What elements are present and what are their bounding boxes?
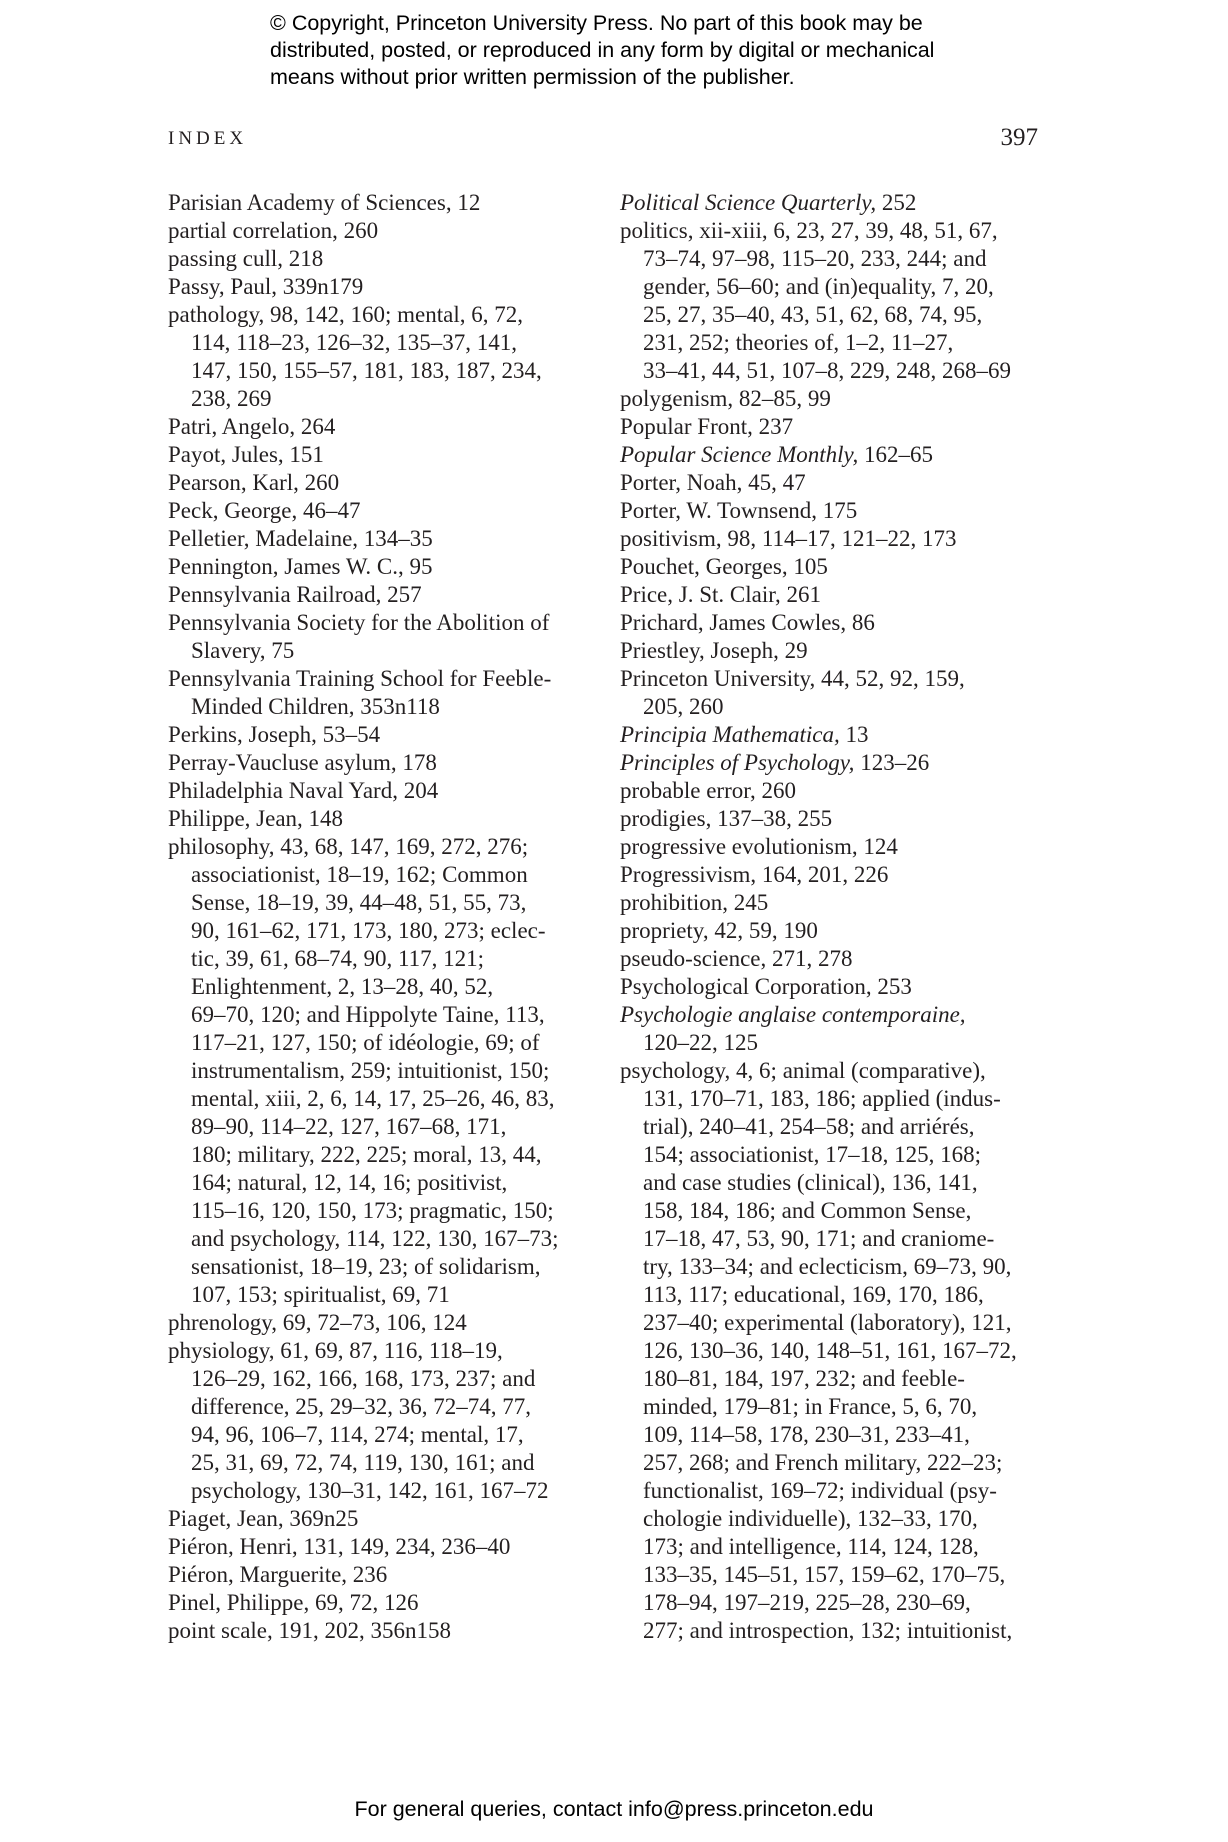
index-entry-locators: prohibition, 245 bbox=[620, 890, 769, 915]
index-entry-locators: Popular Front, 237 bbox=[620, 414, 794, 439]
index-entry: passing cull, 218 bbox=[168, 246, 324, 271]
index-entry: Piaget, Jean, 369n25 bbox=[168, 1506, 359, 1531]
index-entry: Pennsylvania Society for the Abolition of Slavery, 75 bbox=[168, 610, 550, 663]
index-entry-locators: prodigies, 137–38, 255 bbox=[620, 806, 833, 831]
index-entry: Pennsylvania Railroad, 257 bbox=[168, 582, 422, 607]
page-number: 397 bbox=[1000, 124, 1038, 151]
index-entry: philosophy, 43, 68, 147, 169, 272, 276; associationist, 18–19, 162; Common Sense, 18–19, 39, 44–48, 51, 55, 73, 90, 161–62, 171, 173, 180, 273; eclec- tic, 39, 61, 68–74, 90, 117, 121; Enlightenment, 2, 13–28, 40, 52, 69–70, 120; and Hippolyte Taine, 113, 117–21, 127, 150; of idéologie, 69; of instrumentalism, 259; intuitionist, 150; mental, xiii, 2, 6, 14, 17, 25–26, 46, 83, 89–90, 114–22, 127, 167–68, 171, 180; military, 222, 225; moral, 13, 44, 164; natural, 12, 14, 16; positivist, 115–16, 120, 150, 173; pragmatic, 150; and psychology, 114, 122, 130, 167–73; sensationist, 18–19, 23; of solidarism, 107, 153; spiritualist, 69, 71 bbox=[168, 834, 559, 1307]
index-entry bbox=[620, 777, 1050, 805]
copyright-line-1: © Copyright, Princeton University Press. No part of this book may be bbox=[270, 11, 923, 35]
index-entry-title: Principles of Psychology, bbox=[620, 750, 855, 775]
index-entry bbox=[620, 217, 1050, 385]
index-entry-title: Psychologie anglaise contemporaine, bbox=[620, 1002, 966, 1027]
index-entry bbox=[620, 581, 1050, 609]
index-entry: Pelletier, Madelaine, 134–35 bbox=[168, 526, 433, 551]
index-entry: partial correlation, 260 bbox=[168, 218, 379, 243]
index-entry bbox=[620, 1057, 1050, 1645]
index-entry bbox=[620, 665, 1050, 721]
index-entry-locators: Porter, Noah, 45, 47 bbox=[620, 470, 806, 495]
index-entry bbox=[620, 413, 1050, 441]
index-entry-locators: Princeton University, 44, 52, 92, 159, 205, 260 bbox=[620, 666, 965, 719]
index-entry-locators: progressive evolutionism, 124 bbox=[620, 834, 898, 859]
index-entry-locators: Porter, W. Townsend, 175 bbox=[620, 498, 858, 523]
index-entry-locators: 162–65 bbox=[858, 442, 933, 467]
index-entry bbox=[620, 553, 1050, 581]
index-entry: Pearson, Karl, 260 bbox=[168, 470, 340, 495]
copyright-line-3: means without prior written permission of the publisher. bbox=[270, 65, 795, 89]
index-entry: Pennsylvania Training School for Feeble- Minded Children, 353n118 bbox=[168, 666, 552, 719]
index-entry-locators: 252 bbox=[876, 190, 917, 215]
index-entry: Parisian Academy of Sciences, 12 bbox=[168, 190, 481, 215]
index-entry: Piéron, Henri, 131, 149, 234, 236–40 bbox=[168, 1534, 511, 1559]
index-entry bbox=[620, 497, 1050, 525]
index-entry bbox=[620, 889, 1050, 917]
index-entry-locators: polygenism, 82–85, 99 bbox=[620, 386, 831, 411]
index-entry-locators: 120–22, 125 bbox=[643, 1030, 758, 1055]
index-entry-locators: propriety, 42, 59, 190 bbox=[620, 918, 818, 943]
index-entry bbox=[620, 861, 1050, 889]
index-entry: pathology, 98, 142, 160; mental, 6, 72, 114, 118–23, 126–32, 135–37, 141, 147, 150, 155–57, 181, 183, 187, 234, 238, 269 bbox=[168, 302, 542, 411]
index-entry bbox=[620, 917, 1050, 945]
index-entry bbox=[620, 749, 1050, 777]
index-entry: Piéron, Marguerite, 236 bbox=[168, 1562, 388, 1587]
index-entry: Passy, Paul, 339n179 bbox=[168, 274, 364, 299]
index-entry-locators: Progressivism, 164, 201, 226 bbox=[620, 862, 889, 887]
index-entry-locators: positivism, 98, 114–17, 121–22, 173 bbox=[620, 526, 957, 551]
index-entry: Patri, Angelo, 264 bbox=[168, 414, 336, 439]
index-entry: Philippe, Jean, 148 bbox=[168, 806, 344, 831]
index-entry: Philadelphia Naval Yard, 204 bbox=[168, 778, 439, 803]
index-column-left bbox=[168, 189, 608, 1645]
index-entry-locators: Price, J. St. Clair, 261 bbox=[620, 582, 821, 607]
index-entry-locators: 13 bbox=[839, 722, 869, 747]
index-entry-title: Political Science Quarterly, bbox=[620, 190, 877, 215]
index-entry-locators: probable error, 260 bbox=[620, 778, 796, 803]
index-entry: Pennington, James W. C., 95 bbox=[168, 554, 433, 579]
index-entry-locators: Pouchet, Georges, 105 bbox=[620, 554, 828, 579]
index-entry bbox=[620, 441, 1050, 469]
index-entry: Peck, George, 46–47 bbox=[168, 498, 361, 523]
index-entry bbox=[620, 189, 1050, 217]
footer-contact: For general queries, contact info@press.princeton.edu bbox=[354, 1797, 874, 1821]
index-entry-locators: pseudo-science, 271, 278 bbox=[620, 946, 853, 971]
index-entry bbox=[620, 833, 1050, 861]
index-entry: phrenology, 69, 72–73, 106, 124 bbox=[168, 1310, 467, 1335]
index-entry: point scale, 191, 202, 356n158 bbox=[168, 1618, 451, 1643]
index-entry: Payot, Jules, 151 bbox=[168, 442, 324, 467]
index-entry-locators: 123–26 bbox=[854, 750, 930, 775]
index-entry bbox=[620, 721, 1050, 749]
index-entry: Perray-Vaucluse asylum, 178 bbox=[168, 750, 437, 775]
copyright-notice bbox=[270, 10, 1030, 91]
index-entry-title: Popular Science Monthly, bbox=[620, 442, 859, 467]
index-entry bbox=[620, 385, 1050, 413]
index-entry bbox=[620, 469, 1050, 497]
index-entry bbox=[620, 805, 1050, 833]
running-head bbox=[168, 124, 1038, 154]
index-entry: Perkins, Joseph, 53–54 bbox=[168, 722, 381, 747]
index-entry-locators: politics, xii-xiii, 6, 23, 27, 39, 48, 51, 67, 73–74, 97–98, 115–20, 233, 244; and gender, 56–60; and (in)equality, 7, 20, 25, 27, 35–40, 43, 51, 62, 68, 74, 95, 231, 252; theories of, 1–2, 11–27, 33–41, 44, 51, 107–8, 229, 248, 268–69 bbox=[620, 218, 1011, 383]
index-entry-locators: Priestley, Joseph, 29 bbox=[620, 638, 808, 663]
index-entry bbox=[620, 945, 1050, 973]
index-entry-locators: Psychological Corporation, 253 bbox=[620, 974, 912, 999]
index-entry-title: Principia Mathematica, bbox=[620, 722, 840, 747]
index-entry bbox=[620, 525, 1050, 553]
index-column-right bbox=[620, 189, 1050, 1645]
index-entry bbox=[620, 1001, 1050, 1057]
index-entry bbox=[620, 973, 1050, 1001]
index-entry: Pinel, Philippe, 69, 72, 126 bbox=[168, 1590, 419, 1615]
index-entry bbox=[620, 609, 1050, 637]
index-entry: physiology, 61, 69, 87, 116, 118–19, 126–29, 162, 166, 168, 173, 237; and difference, 25, 29–32, 36, 72–74, 77, 94, 96, 106–7, 114, 274; mental, 17, 25, 31, 69, 72, 74, 119, 130, 161; and psychology, 130–31, 142, 161, 167–72 bbox=[168, 1338, 549, 1503]
index-entry bbox=[620, 637, 1050, 665]
index-entry-locators: Prichard, James Cowles, 86 bbox=[620, 610, 875, 635]
index-entry-locators: psychology, 4, 6; animal (comparative), 131, 170–71, 183, 186; applied (indus- trial), 240–41, 254–58; and arriérés, 154; associationist, 17–18, 125, 168; and case studies (clinical), 136, 141, 158, 184, 186; and Common Sense, 17–18, 47, 53, 90, 171; and craniome- try, 133–34; and eclecticism, 69–73, 90, 113, 117; educational, 169, 170, 186, 237–40; experimental (laboratory), 121, 126, 130–36, 140, 148–51, 161, 167–72, 180–81, 184, 197, 232; and feeble- minded, 179–81; in France, 5, 6, 70, 109, 114–58, 178, 230–31, 233–41, 257, 268; and French military, 222–23; functionalist, 169–72; individual (psy- chologie individuelle), 132–33, 170, 173; and intelligence, 114, 124, 128, 133–35, 145–51, 157, 159–62, 170–75, 178–94, 197–219, 225–28, 230–69, 277; and introspection, 132; intuitionist, bbox=[620, 1058, 1017, 1643]
copyright-line-2: distributed, posted, or reproduced in any form by digital or mechanical bbox=[270, 38, 935, 62]
section-label: INDEX bbox=[168, 128, 248, 149]
